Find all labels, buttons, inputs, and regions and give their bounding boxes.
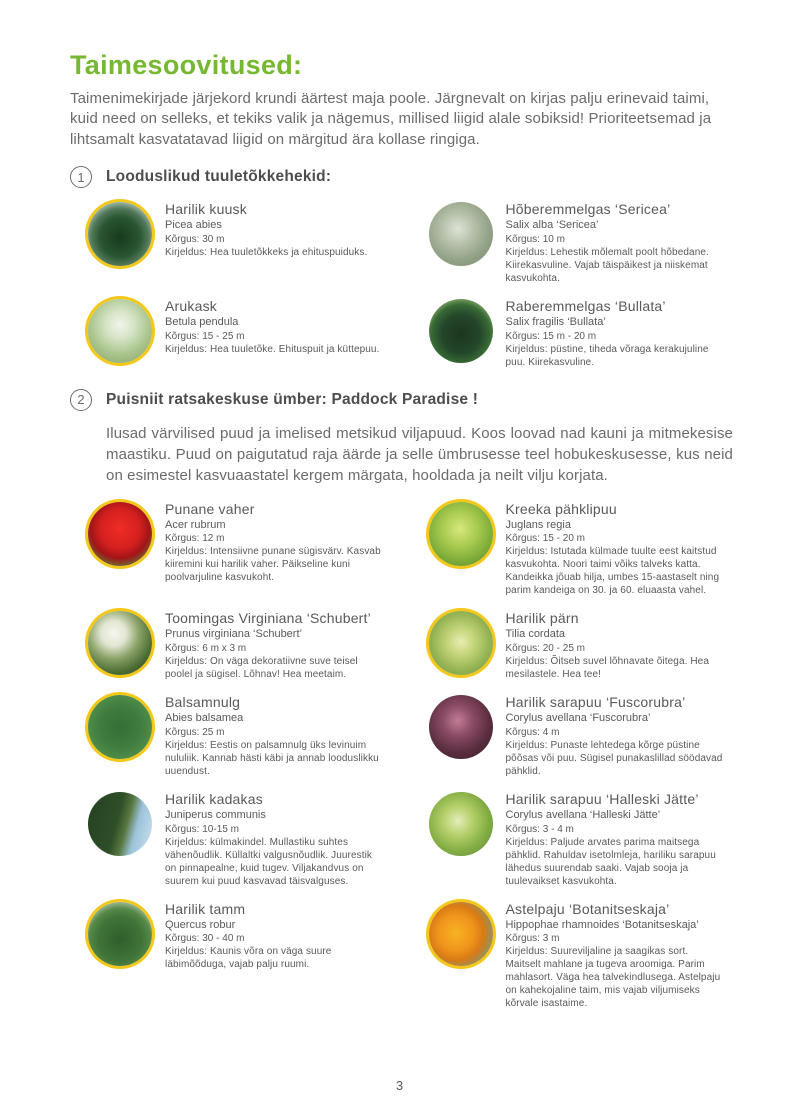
plant-entry-sarapuu-halleski <box>429 790 740 888</box>
plant-latin-name: Quercus robur <box>165 918 236 931</box>
plant-entry-raberemmelgas <box>429 297 740 369</box>
plant-entry-toomingas <box>88 609 399 681</box>
page-number: 3 <box>395 1078 404 1093</box>
plant-entry-harilik-tamm <box>88 900 399 972</box>
plant-description: Kirjeldus: Kaunis võra on väga suure läbimõõduga, vajab palju ruumi. <box>165 946 332 971</box>
plant-description: Kirjeldus: Hea tuuletõke. Ehituspuit ja küttepuu. <box>165 343 380 355</box>
plant-height: Kõrgus: 30 m <box>165 233 225 245</box>
plant-info <box>165 900 383 972</box>
plant-latin-name: Tilia cordata <box>505 628 566 641</box>
plant-info <box>506 500 724 598</box>
plant-description: Kirjeldus: On väga dekoratiivne suve teisel poolel ja sügisel. Lõhnav! Hea meetaim. <box>165 656 358 681</box>
plant-info <box>506 790 724 888</box>
plant-photo-arukask <box>88 299 152 363</box>
plant-photo-sarapuu-halleski <box>429 792 493 856</box>
plant-latin-name: Corylus avellana ‘Halleski Jätte’ <box>505 808 661 821</box>
plant-info <box>506 693 724 778</box>
plant-description: Kirjeldus: külmakindel. Mullastiku suhtes vähenõudlik. Küllaltki valgusnõudlik. Juurestik on pinnapealne, kuid tugev. Viljakandvus on suurem kui puud kasvavad täisvalguses. <box>165 836 373 887</box>
plant-info <box>506 900 724 1011</box>
plant-entry-sarapuu-fuscorubra <box>429 693 740 778</box>
plant-info <box>165 297 383 356</box>
plant-height: Kõrgus: 15 - 25 m <box>165 330 245 342</box>
plant-latin-name: Hippophae rhamnoides ‘Botanitseskaja’ <box>505 918 699 931</box>
plant-info <box>165 790 383 888</box>
plant-name: Toomingas Virginiana ‘Schubert’ <box>165 610 371 627</box>
plant-latin-name: Salix alba ‘Sericea’ <box>505 219 599 232</box>
section-1-header <box>70 166 739 188</box>
plant-height: Kõrgus: 6 m x 3 m <box>165 643 247 655</box>
plant-height: Kõrgus: 10-15 m <box>165 823 239 835</box>
plant-info <box>165 693 383 778</box>
plant-entry-harilik-parn <box>429 609 740 681</box>
plant-height: Kõrgus: 15 m - 20 m <box>505 330 597 342</box>
plant-height: Kõrgus: 3 m <box>505 933 560 945</box>
plant-latin-name: Corylus avellana ‘Fuscorubra’ <box>505 712 651 725</box>
plant-photo-sarapuu-fuscorubra <box>429 695 493 759</box>
plant-description: Kirjeldus: Õitseb suvel lõhnavate õitega. Hea mesilastele. Hea tee! <box>505 656 710 681</box>
section-2-paragraph: Ilusad värvilised puud ja imelised metsikud viljapuud. Koos loovad nad kauni ja mitmekesise maastiku. Puud on paigutatud raja äärde ja selle ümbrusesse teel hobukeskusesse, kus neid on esimestel kasvuaastatel kergem märgata, hooldada ja neilt vilju korjata. <box>106 424 733 484</box>
plant-latin-name: Juniperus communis <box>165 808 266 821</box>
plant-description: Kirjeldus: Paljude arvates parima maitsega pähklid. Rahuldav isetolmleja, hariliku sarapuu lähedus suurendab saaki. Vajab sooja ja tuulevaikset kasvukohta. <box>505 836 716 887</box>
plant-height: Kõrgus: 25 m <box>165 726 225 738</box>
plant-name: Harilik pärn <box>505 610 579 627</box>
plant-photo-kreeka-pahklipuu <box>429 502 493 566</box>
plant-info <box>506 609 724 681</box>
plant-entry-kreeka-pahklipuu <box>429 500 740 598</box>
plant-name: Kreeka pähklipuu <box>505 500 617 517</box>
section-1-number-badge: 1 <box>70 166 92 188</box>
page-title: Taimesoovitused: <box>70 50 303 80</box>
plant-description: Kirjeldus: püstine, tiheda võraga kerakujuline puu. Kiirekasvuline. <box>505 343 709 368</box>
plant-name: Arukask <box>165 297 217 314</box>
plant-description: Kirjeldus: Eestis on palsamnulg üks levinuim nululiik. Kannab hästi käbi ja annab looduslikku uuendust. <box>165 739 379 777</box>
section-2-heading: Puisniit ratsakeskuse ümber: Paddock Paradise ! <box>106 390 479 408</box>
plant-latin-name: Betula pendula <box>165 315 239 328</box>
plant-entry-harilik-kadakas <box>88 790 399 888</box>
plant-description: Kirjeldus: Hea tuuletõkkeks ja ehituspuiduks. <box>165 246 368 258</box>
plant-entry-punane-vaher <box>88 500 399 585</box>
plant-name: Harilik sarapuu ‘Fuscorubra’ <box>505 694 686 711</box>
plant-description: Kirjeldus: Suureviljaline ja saagikas sort. Maitselt mahlane ja tugeva aroomiga. Parim mahlasort. Väga hea talvekindlusega. Astelpaju on kahekojaline taim, mis vajab viljumiseks kõrvale isastaime. <box>505 946 721 1010</box>
plant-name: Harilik kadakas <box>165 790 263 807</box>
plant-photo-harilik-kadakas <box>88 792 152 856</box>
plant-info <box>165 609 383 681</box>
plant-name: Harilik sarapuu ‘Halleski Jätte’ <box>505 790 699 807</box>
plant-photo-harilik-kuusk <box>88 202 152 266</box>
section-2-number-badge: 2 <box>70 389 92 411</box>
plant-description: Kirjeldus: Intensiivne punane sügisvärv. Kasvab kiiremini kui harilik vaher. Päikseline kuni poolvarjuline kasvukoht. <box>165 546 381 584</box>
plant-latin-name: Acer rubrum <box>165 518 226 531</box>
intro-paragraph: Taimenimekirjade järjekord krundi äärtest maja poole. Järgnevalt on kirjas palju erinevaid taimi, kuid need on selleks, et tekiks valik ja nägemus, millised liigid alale sobiksid! Prioriteetsemad ja lihtsamalt kasvatatavad liigid on märgitud ära kollase ringiga. <box>70 90 712 148</box>
plant-photo-balsamnulg <box>88 695 152 759</box>
plant-photo-harilik-tamm <box>88 902 152 966</box>
plant-entry-harilik-kuusk <box>88 200 399 266</box>
section-2-plant-list <box>88 500 739 1023</box>
plant-latin-name: Salix fragilis ‘Bullata’ <box>505 315 606 328</box>
plant-description: Kirjeldus: Punaste lehtedega kõrge püstine põõsas või puu. Sügisel punakaslillad söödavad pähklid. <box>505 739 723 777</box>
section-1-plant-list <box>88 200 739 381</box>
plant-latin-name: Picea abies <box>165 219 222 232</box>
plant-name: Harilik tamm <box>165 900 246 917</box>
plant-height: Kõrgus: 30 - 40 m <box>165 933 245 945</box>
plant-entry-astelpaju <box>429 900 740 1011</box>
plant-name: Hõberemmelgas ‘Sericea’ <box>505 201 671 218</box>
plant-name: Harilik kuusk <box>165 201 247 218</box>
plant-name: Astelpaju ‘Botanitseskaja’ <box>505 900 670 917</box>
plant-info <box>165 200 383 259</box>
plant-height: Kõrgus: 12 m <box>165 533 225 545</box>
plant-name: Raberemmelgas ‘Bullata’ <box>505 297 666 314</box>
plant-photo-astelpaju <box>429 902 493 966</box>
plant-photo-toomingas <box>88 611 152 675</box>
plant-height: Kõrgus: 4 m <box>505 726 560 738</box>
plant-latin-name: Juglans regia <box>505 518 571 531</box>
plant-info <box>506 200 724 285</box>
plant-photo-raberemmelgas <box>429 299 493 363</box>
plant-height: Kõrgus: 15 - 20 m <box>505 533 585 545</box>
plant-entry-balsamnulg <box>88 693 399 778</box>
plant-height: Kõrgus: 20 - 25 m <box>505 643 585 655</box>
plant-description: Kirjeldus: Istutada külmade tuulte eest kaitstud kasvukohta. Noori taimi võiks talveks katta. Kandeikka jõuab hilja, umbes 15-aastaselt ning parim kandeiga on 30. ja 60. eluaasta vahel. <box>505 546 720 597</box>
plant-entry-hoberemmelgas <box>429 200 740 285</box>
section-2-header <box>70 389 739 411</box>
plant-photo-punane-vaher <box>88 502 152 566</box>
plant-height: Kõrgus: 3 - 4 m <box>505 823 574 835</box>
plant-name: Balsamnulg <box>165 694 241 711</box>
section-1-heading: Looduslikud tuuletõkkehekid: <box>106 168 332 186</box>
plant-info <box>506 297 724 369</box>
plant-latin-name: Prunus virginiana ‘Schubert’ <box>165 628 302 641</box>
plant-name: Punane vaher <box>165 500 255 517</box>
plant-info <box>165 500 383 585</box>
plant-latin-name: Abies balsamea <box>165 712 244 725</box>
plant-entry-arukask <box>88 297 399 363</box>
plant-height: Kõrgus: 10 m <box>505 233 565 245</box>
plant-description: Kirjeldus: Lehestik mõlemalt poolt hõbedane. Kiirekasvuline. Vajab täispäikest ja niiskemat kasvukohta. <box>505 246 709 284</box>
plant-photo-hoberemmelgas <box>429 202 493 266</box>
plant-photo-harilik-parn <box>429 611 493 675</box>
